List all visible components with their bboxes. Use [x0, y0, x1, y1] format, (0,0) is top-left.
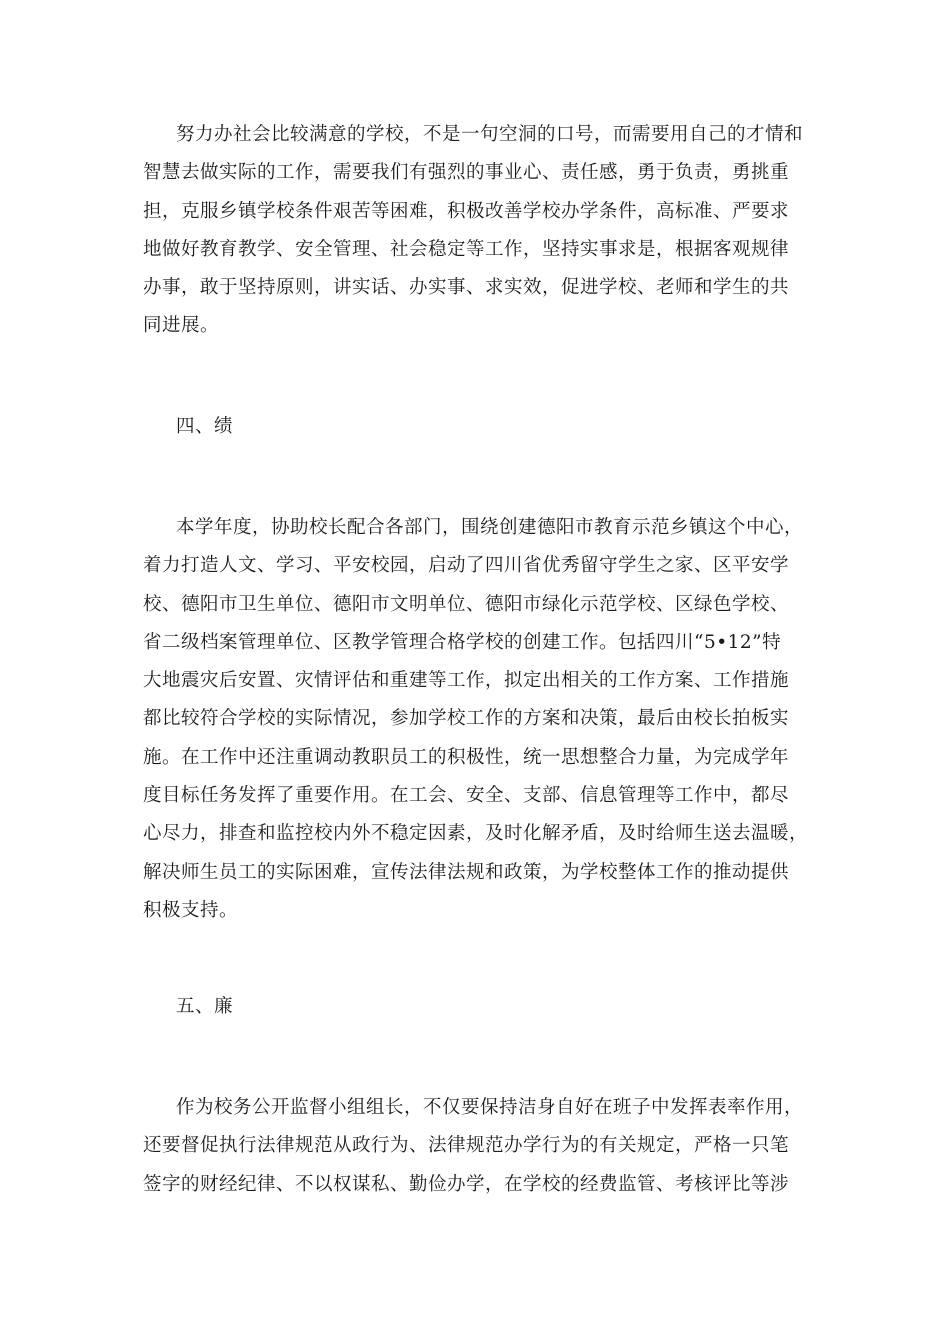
paragraph-line: 着力打造人文、学习、平安校园，启动了四川省优秀留守学生之家、区平安学 [143, 555, 790, 577]
paragraph-line: 智慧去做实际的工作，需要我们有强烈的事业心、责任感，勇于负责，勇挑重 [143, 162, 790, 184]
paragraph-achievements [143, 509, 809, 930]
paragraph-line: 办事，敢于坚持原则，讲实话、办实事、求实效，促进学校、老师和学生的共 [143, 277, 790, 299]
paragraph-line: 度目标任务发挥了重要作用。在工会、安全、支部、信息管理等工作中，都尽 [143, 785, 790, 807]
paragraph-line: 心尽力，排查和监控校内外不稳定因素，及时化解矛盾，及时给师生送去温暖， [143, 823, 809, 845]
paragraph-line: 同进展。 [143, 315, 220, 337]
paragraph-line: 担，克服乡镇学校条件艰苦等困难，积极改善学校办学条件，高标准、严要求 [143, 200, 790, 222]
paragraph-line: 地做好教育教学、安全管理、社会稳定等工作，坚持实事求是，根据客观规律 [143, 238, 790, 260]
paragraph-line: 施。在工作中还注重调动教职员工的积极性，统一思想整合力量，为完成学年 [143, 746, 790, 768]
paragraph-line: 省二级档案管理单位、区教学管理合格学校的创建工作。包括四川“5•12”特 [143, 631, 782, 653]
section-heading-integrity: 五、廉 [176, 996, 234, 1017]
paragraph-line: 大地震灾后安置、灾情评估和重建等工作，拟定出相关的工作方案、工作措施 [143, 670, 790, 692]
paragraph-line: 解决师生员工的实际困难，宣传法律法规和政策，为学校整体工作的推动提供 [143, 861, 790, 883]
paragraph-line: 还要督促执行法律规范从政行为、法律规范办学行为的有关规定，严格一只笔 [143, 1135, 790, 1157]
paragraph-line: 积极支持。 [143, 899, 239, 921]
paragraph-line: 校、德阳市卫生单位、德阳市文明单位、德阳市绿化示范学校、区绿色学校、 [143, 593, 790, 615]
paragraph-line: 努力办社会比较满意的学校，不是一句空洞的口号，而需要用自己的才情和 [176, 124, 804, 145]
paragraph-integrity [143, 1089, 803, 1204]
paragraph-commitment [143, 116, 803, 346]
paragraph-line: 都比较符合学校的实际情况，参加学校工作的方案和决策，最后由校长拍板实 [143, 708, 790, 730]
paragraph-line: 作为校务公开监督小组组长，不仅要保持洁身自好在班子中发挥表率作用， [176, 1097, 804, 1118]
section-heading-achievements: 四、绩 [176, 416, 234, 437]
paragraph-line: 本学年度，协助校长配合各部门，围绕创建德阳市教育示范乡镇这个中心， [176, 517, 804, 538]
paragraph-line: 签字的财经纪律、不以权谋私、勤俭办学，在学校的经费监管、考核评比等涉 [143, 1173, 790, 1195]
